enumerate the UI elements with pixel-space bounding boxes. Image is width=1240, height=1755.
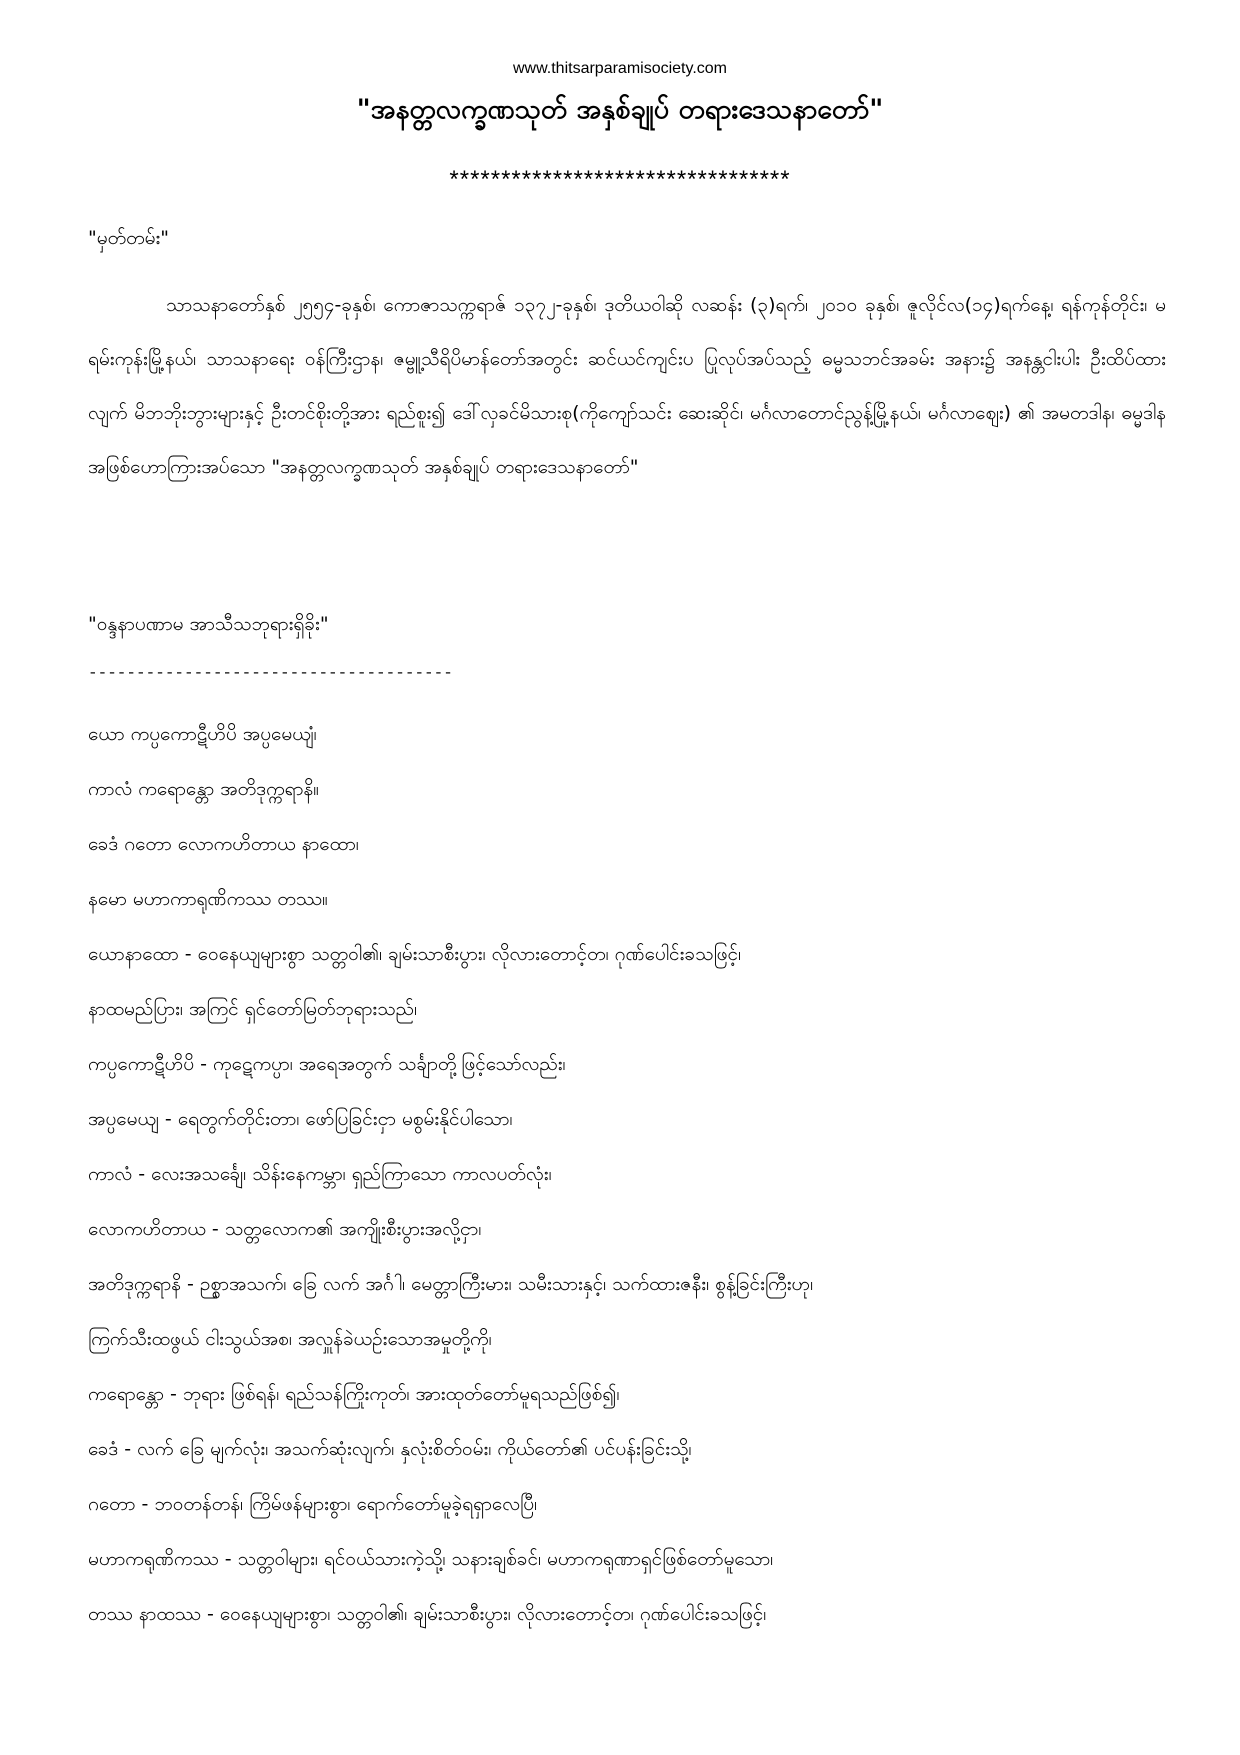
verse-line: ခေဒံ ဂတော လောကဟိတာယ နာထော၊: [88, 833, 359, 855]
record-label: "မှတ်တမ်း": [88, 227, 170, 249]
commentary-line: ကာလံ - လေးအသင်္ချေ၊ သိန်းနေကမ္ဘာ၊ ရှည်ကြာသော ကာလပတ်လုံး၊: [88, 1163, 552, 1185]
section-divider: --------------------------------------: [88, 664, 453, 682]
verse-line: ယော ကပ္ပကောဋီဟိပိ အပ္ပမေယျံ၊: [88, 723, 317, 745]
website-url[interactable]: www.thitsarparamisociety.com: [513, 60, 727, 77]
verse-line: ကာလံ ကရောန္တော အတိဒုက္ကရာနိ။: [88, 778, 319, 800]
commentary-line: လောကဟိတာယ - သတ္တလောက၏ အကျိုးစီးပွားအလို့ငှာ၊: [88, 1218, 482, 1240]
verse-line: နမော မဟာကာရုဏိကဿ တဿ။: [88, 888, 328, 910]
commentary-line: ခေဒံ - လက် ခြေ မျက်လုံး၊ အသက်ဆုံးလျက်၊ နှလုံးစိတ်ဝမ်း၊ ကိုယ်တော်၏ ပင်ပန်းခြင်းသို့၊: [88, 1438, 692, 1460]
record-paragraph: သာသနာတော်နှစ် ၂၅၅၄-ခုနှစ်၊ ကောဇာသက္ကရာဇ် ၁၃၇၂-ခုနှစ်၊ ဒုတိယဝါဆို လဆန်း (၃)ရက်၊ ၂၀၁၀ ခုနှစ်၊ ဇူလိုင်လ(၁၄)ရက်နေ့၊ ရန်ကုန်တိုင်း၊ မရမ်းကုန်းမြို့နယ်၊ သာသနာရေး ဝန်ကြီးဌာန၊ ဇမ္ဗူ့သီရိပိမာန်တော်အတွင်း ဆင်ယင်ကျင်းပ ပြုလုပ်အပ်သည့် ဓမ္မသဘင်အခမ်း အနား၌ အနန္တငါးပါး ဦးထိပ်ထားလျက် မိဘဘိုးဘွားများနှင့် ဦးတင်စိုးတို့အား ရည်စူး၍ ဒေါ်လှခင်မိသားစု(ကိုကျော်သင်း ဆေးဆိုင်၊ မင်္ဂလာတောင်ညွန့်မြို့နယ်၊ မင်္ဂလာဈေး) ၏ အမတဒါန၊ ဓမ္မဒါန အဖြစ်ဟောကြားအပ်သော "အနတ္တလက္ခဏသုတ် အနှစ်ချုပ် တရားဒေသနာတော်": [88, 294, 1166, 478]
section-heading: "ဝန္ဒနာပဏာမ အာသီသဘုရားရှိခိုး": [88, 613, 329, 635]
commentary-line: မဟာကရုဏိကဿ - သတ္တဝါများ၊ ရင်ဝယ်သားကဲ့သို့၊ သနားချစ်ခင်၊ မဟာကရုဏာရှင်ဖြစ်တော်မူသော၊: [88, 1548, 774, 1570]
commentary-line: တဿ နာထဿ - ဝေနေယျများစွာ၊ သတ္တဝါ၏၊ ချမ်းသာစီးပွား၊ လိုလားတောင့်တ၊ ဂုဏ်ပေါင်းခသဖြင့်၊: [88, 1603, 767, 1625]
decorative-stars: *********************************: [449, 166, 791, 193]
commentary-line: ဂတော - ဘဝတန်တန်၊ ကြိမ်ဖန်များစွာ၊ ရောက်တော်မူခဲ့ရရှာလေပြီ၊: [88, 1493, 538, 1515]
document-title: "အနတ္တလက္ခဏသုတ် အနှစ်ချုပ် တရားဒေသနာတော်": [356, 94, 884, 125]
commentary-line: အတိဒုက္ကရာနိ - ဉစ္စာအသက်၊ ခြေ လက် အင်္ဂါ၊ မေတ္တာကြီးမား၊ သမီးသားနှင့်၊ သက်ထားဇနီး၊ စွန့်ခြင်းကြီးဟု၊: [88, 1273, 814, 1295]
commentary-line: ကြက်သီးထဖွယ် ငါးသွယ်အစ၊ အလှူန်ခဲယဉ်းသောအမှုတို့ကို၊: [88, 1328, 492, 1350]
commentary-line: ယောနာထော - ဝေနေယျများစွာ သတ္တဝါ၏၊ ချမ်းသာစီးပွား၊ လိုလားတောင့်တ၊ ဂုဏ်ပေါင်းခသဖြင့်၊: [88, 943, 742, 965]
commentary-line: ကရောန္တော - ဘုရား ဖြစ်ရန်၊ ရည်သန်ကြိုးကုတ်၊ အားထုတ်တော်မူရသည်ဖြစ်၍၊: [88, 1383, 620, 1405]
commentary-line: ကပ္ပကောဋီဟိပိ - ကုဋေကပ္ပာ၊ အရေအတွက် သင်္ချာတို့ဖြင့်သော်လည်း၊: [88, 1053, 566, 1075]
commentary-line: အပ္ပမေယျ - ရေတွက်တိုင်းတာ၊ ဖော်ပြခြင်းငှာ မစွမ်းနိုင်ပါသော၊: [88, 1108, 513, 1130]
commentary-line: နာထမည်ပြား၊ အကြင် ရှင်တော်မြတ်ဘုရားသည်၊: [88, 998, 417, 1020]
